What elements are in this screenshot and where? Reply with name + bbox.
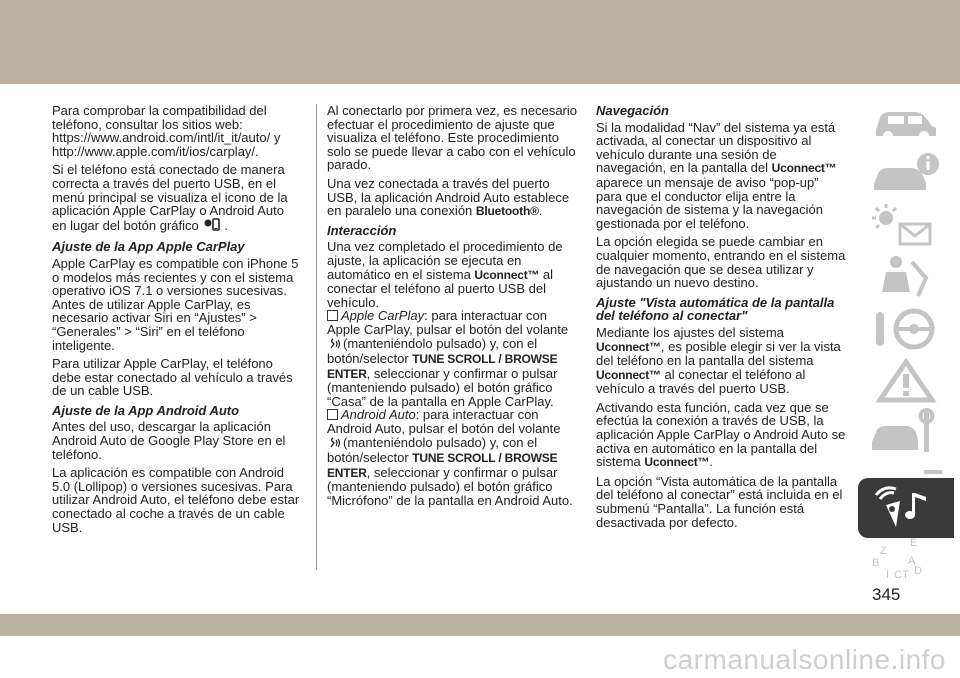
paragraph: Para comprobar la compatibilidad del teléfono, consultar los sitios web: https://www.android.com/intl/it_it/auto/ y http://www.apple.com/it/ios/carplay/. xyxy=(52,103,281,159)
letter-b: B xyxy=(872,557,880,569)
column-3 xyxy=(596,104,846,534)
paragraph: La opción “Vista automática de la pantalla del teléfono al conectar” está incluida en el submenú “Pantalla”. La función está desactivada por defecto. xyxy=(596,473,843,530)
letter-c: C xyxy=(894,569,902,581)
paragraph: La opción elegida se puede cambiar en cualquier momento, entrando en el sistema de navegación que se desea utilizar y ajustando un nuevo destino. xyxy=(596,234,846,291)
letter-z: Z xyxy=(880,545,887,557)
car-icon xyxy=(866,96,946,146)
multimedia-icon xyxy=(866,483,946,533)
letter-a: A xyxy=(908,555,916,567)
voice-button-icon xyxy=(329,437,341,452)
column-divider xyxy=(316,104,317,570)
section-heading: Ajuste de la App Apple CarPlay xyxy=(52,239,245,255)
paragraph: Antes del uso, descargar la aplicación Android Auto de Google Play Store en el teléfono. xyxy=(52,419,286,462)
chapter-tab-index[interactable] xyxy=(858,532,954,586)
letter-e: E xyxy=(910,537,918,549)
bullet-square-icon xyxy=(327,310,338,321)
paragraph: Para utilizar Apple CarPlay, el teléfono debe estar conectado al vehículo a través de un cable USB. xyxy=(52,356,293,399)
safety-icon xyxy=(866,252,946,302)
bullet-item: Android Auto: para interactuar con Android Auto, pulsar el botón del volante (manteniéndolo pulsado) y, con el botón/selector TUNE SCROLL / BROWSE ENTER, seleccionar y confirmar o pulsar (manteniendo pulsado) el botón gráfico “Micrófono” de la pantalla en Android Auto. xyxy=(327,407,573,509)
section-heading: Navegación xyxy=(596,103,669,118)
column-2 xyxy=(327,104,577,513)
letter-i: I xyxy=(886,569,890,581)
section-heading: Ajuste "Vista automática de la pantalla del teléfono al conectar" xyxy=(596,294,835,324)
watermark: carmanualsonline.info xyxy=(663,644,946,675)
paragraph: Si la modalidad “Nav” del sistema ya está activada, al conectar un dispositivo al vehículo durante una sesión de navegación, en la pantalla del Uconnect™ aparece un mensaje de aviso “pop-up” para que el conductor elija entre la navegación de sistema y la navegación gestionada por el teléfono. xyxy=(596,119,837,231)
phone-graphic-icon xyxy=(204,218,222,235)
column-1 xyxy=(52,104,302,539)
paragraph: Una vez conectada a través del puerto USB, la aplicación Android Auto establece en paralelo una conexión Bluetooth®. xyxy=(327,175,570,219)
car-info-icon xyxy=(866,148,946,198)
emergency-warning-icon xyxy=(866,356,946,406)
voice-button-icon xyxy=(329,338,341,353)
paragraph: Al conectarlo por primera vez, es necesario efectuar el procedimiento de ajuste que visualiza el teléfono. Este procedimiento solo se puede llevar a cabo con el vehículo parado. xyxy=(327,103,578,173)
paragraph: Activando esta función, cada vez que se efectúa la conexión a través de USB, la aplicación Apple CarPlay o Android Auto se activa en automático en la pantalla del sistema Uconnect™. xyxy=(596,399,846,470)
paragraph: La aplicación es compatible con Android 5.0 (Lollipop) o versiones sucesivas. Para utilizar Android Auto, el teléfono debe estar conectado al coche a través de un cable USB. xyxy=(52,465,300,535)
bullet-square-icon xyxy=(327,409,338,420)
letter-d: D xyxy=(914,565,922,577)
section-heading: Interacción xyxy=(327,222,397,238)
page-number: 345 xyxy=(872,585,901,604)
bullet-item: Apple CarPlay: para interactuar con Apple CarPlay, pulsar el botón del volante (manteniéndolo pulsado) y, con el botón/selector TUNE SCROLL / BROWSE ENTER, seleccionar y confirmar o pulsar (manteniendo pulsado) el botón gráfico “Casa” de la pantalla en Apple CarPlay. xyxy=(327,308,569,409)
top-band xyxy=(0,0,960,84)
warning-lights-icon xyxy=(866,200,946,250)
steering-wheel-icon xyxy=(866,304,946,354)
paragraph: Una vez completado el procedimiento de ajuste, la aplicación se ejecuta en automático en el sistema Uconnect™ al conectar el teléfono al puerto USB del vehículo. xyxy=(327,239,563,310)
chapter-tab-multimedia-active[interactable] xyxy=(858,478,954,538)
letter-t: T xyxy=(902,569,909,581)
section-heading: Ajuste de la App Android Auto xyxy=(52,402,240,418)
alphabet-index-icon xyxy=(866,534,946,582)
paragraph: Mediante los ajustes del sistema Uconnect™, es posible elegir si ver la vista del teléfono en la pantalla del sistema Uconnect™ al conectar el teléfono al vehículo a través del puerto USB. xyxy=(596,324,841,397)
bottom-band xyxy=(0,614,960,636)
paragraph: Apple CarPlay es compatible con iPhone 5 o modelos más recientes y con el sistema operativo iOS 7.1 o versiones sucesivas. Antes de utilizar Apple CarPlay, es necesario activar Siri en “Ajustes” > “Generales” > “Siri” en el teléfono inteligente. xyxy=(52,255,299,353)
paragraph: Si el teléfono está conectado de manera correcta a través del puerto USB, en el menú principal se visualiza el icono de la aplicación Apple CarPlay o Android Auto en lugar del botón gráfico . xyxy=(52,162,288,233)
car-tools-icon xyxy=(866,408,946,458)
